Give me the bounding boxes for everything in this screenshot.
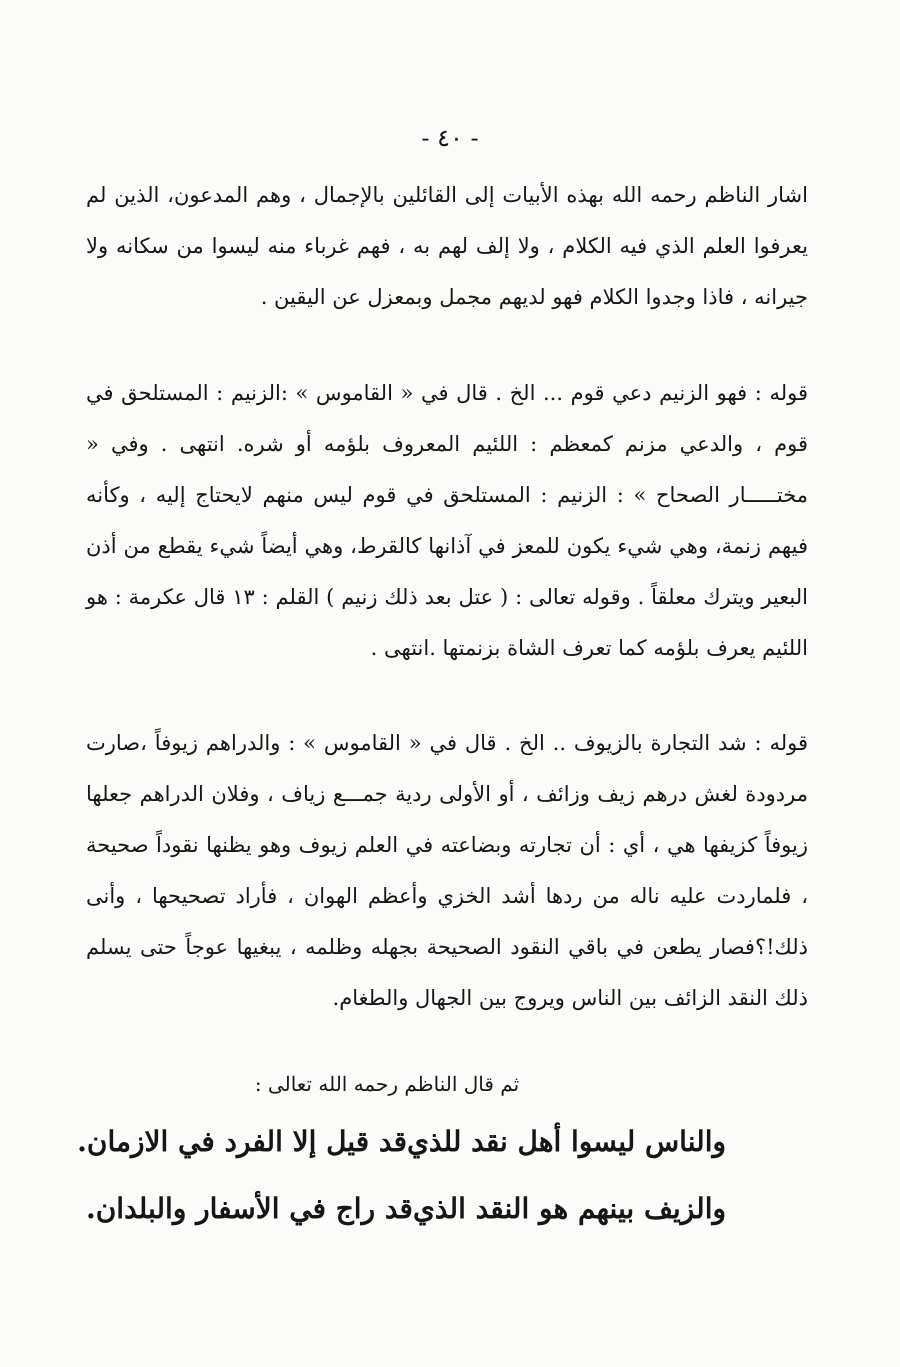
verse-second-hemistich: قد قيل إلا الفرد في الازمان.: [77, 1125, 407, 1158]
page-number: - ٤٠ -: [421, 124, 479, 152]
paragraph-commentary-1: [86, 170, 808, 323]
verse-first-hemistich: والناس ليسوا أهل نقد للذي: [406, 1125, 726, 1158]
paragraph-text: قوله : فهو الزنيم دعي قوم ... الخ . قال في « القاموس » :الزنيم : المستلحق في قوم ، والدعي مزنم كمعظم : اللئيم المعروف بلؤمه أو شره. انتهى . وفي « مختـــــار الصحاح » : الزنيم : المستلحق في قوم ليس منهم لايحتاج إليه ، وكأنه فيهم زنمة، وهي شيء يكون للمعز في آذانها كالقرط، وهي أيضاً شيء يقطع من أذن البعير ويترك معلقاً . وقوله تعالى : ( عتل بعد ذلك زنيم ) القلم : ١٣ قال عكرمة : هو اللئيم يعرف بلؤمه كما تعرف الشاة بزنمتها .انتهى .: [86, 381, 808, 660]
poem-verse: [77, 1117, 726, 1167]
verse-second-hemistich: قد راج في الأسفار والبلدان.: [86, 1192, 413, 1225]
verse-intro: ثم قال الناظم رحمه الله تعالى :: [254, 1072, 520, 1096]
poem-verse: [86, 1184, 726, 1234]
paragraph-commentary-3: [86, 718, 808, 1024]
paragraph-text: اشار الناظم رحمه الله بهذه الأبيات إلى القائلين بالإجمال ، وهم المدعون، الذين لم يعرفوا العلم الذي فيه الكلام ، ولا إلف لهم به ، فهم غرباء منه ليسوا من سكانه ولا جيرانه ، فاذا وجدوا الكلام فهو لديهم مجمل وبمعزل عن اليقين .: [86, 183, 808, 309]
verse-first-hemistich: والزيف بينهم هو النقد الذي: [412, 1192, 726, 1225]
paragraph-commentary-2: [86, 368, 808, 674]
paragraph-text: قوله : شد التجارة بالزيوف .. الخ . قال في « القاموس » : والدراهم زيوفاً ،صارت مردودة لغش درهم زيف وزائف ، أو الأولى ردية جمـــع زياف ، وفلان الدراهم جعلها زيوفاً كزيفها هي ، أي : أن تجارته وبضاعته في العلم زيوف وهو يظنها نقوداً صحيحة ، فلماردت عليه ناله من ردها أشد الخزي وأعظم الهوان ، فأراد تصحيحها ، وأنى ذلك!؟فصار يطعن في باقي النقود الصحيحة بجهله وظلمه ، يبغيها عوجاً حتى يسلم ذلك النقد الزائف بين الناس ويروج بين الجهال والطغام.: [86, 731, 808, 1010]
